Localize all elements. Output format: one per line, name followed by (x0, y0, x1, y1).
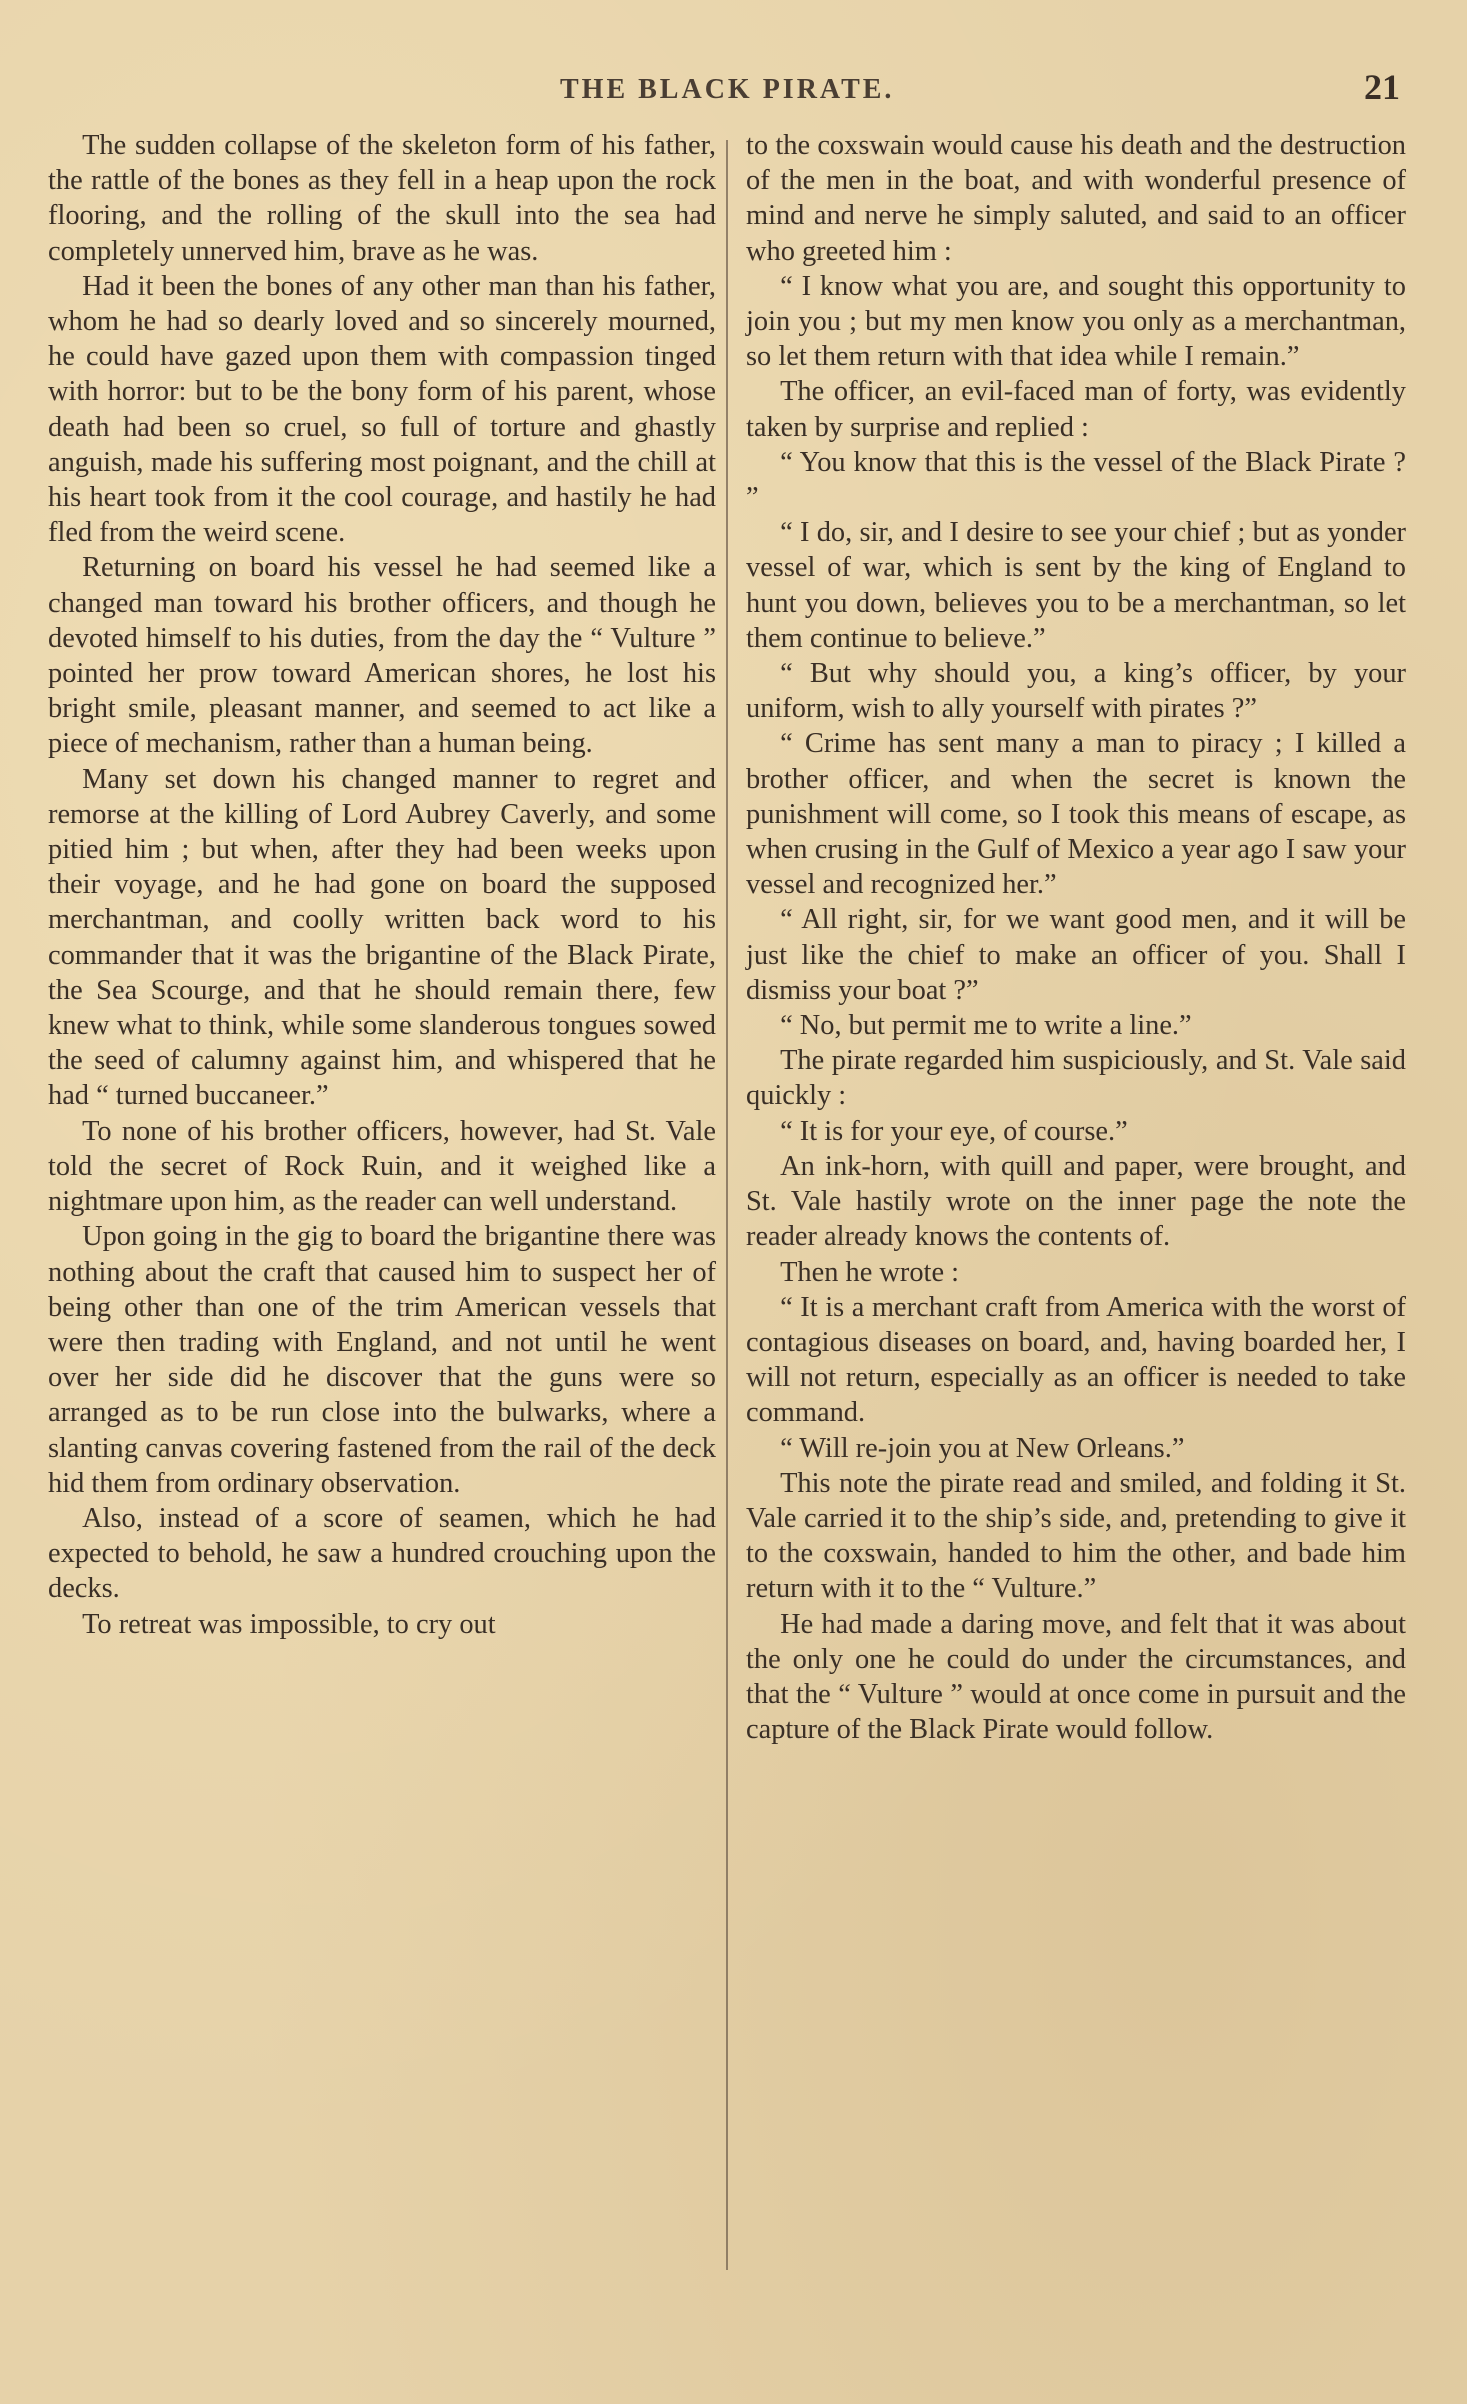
page-number: 21 (1364, 67, 1400, 107)
right-column (746, 128, 1406, 1747)
paragraph: “ But why should you, a king’s officer, by your uniform, wish to ally yourself with pirates ?” (746, 658, 1406, 725)
paragraph: The pirate regarded him suspiciously, and St. Vale said quickly : (746, 1045, 1406, 1112)
paragraph: “ Will re-join you at New Orleans.” (780, 1432, 1185, 1464)
paragraph: This note the pirate read and smiled, and folding it St. Vale carried it to the ship’s side, and, pretending to give it to the coxswain, handed to him the other, and bade him return with it to the “ Vulture.” (746, 1467, 1406, 1605)
paragraph: “ All right, sir, for we want good men, and it will be just like the chief to make an officer of you. Shall I dismiss your boat ?” (746, 904, 1406, 1006)
paragraph: An ink-horn, with quill and paper, were brought, and St. Vale hastily wrote on the inner page the note the reader already knows the contents of. (746, 1150, 1406, 1253)
paragraph: “ It is for your eye, of course.” (780, 1115, 1128, 1147)
paragraph: Returning on board his vessel he had seemed like a changed man toward his brother officers, and though he devoted himself to his duties, from the day the “ Vulture ” pointed her prow toward American shores, he lost his bright smile, pleasant manner, and seemed to act like a piece of mechanism, rather than a human being. (48, 552, 716, 760)
paragraph: Had it been the bones of any other man than his father, whom he had so dearly loved and so sincerely mourned, he could have gazed upon them with compassion tinged with horror: but to be the bony form of his parent, whose death had been so cruel, so full of torture and ghastly anguish, made his suffering most poignant, and the chill at his heart took from it the cool courage, and hastily he had fled from the weird scene. (48, 270, 716, 549)
paragraph: To retreat was impossible, to cry out (82, 1608, 496, 1640)
paragraph: “ It is a merchant craft from America with the worst of contagious diseases on board, and, having boarded her, I will not return, especially as an officer is needed to take command. (746, 1291, 1406, 1429)
paragraph: “ Crime has sent many a man to piracy ; I killed a brother officer, and when the secret is known the punishment will come, so I took this means of escape, as when crusing in the Gulf of Mexico a year ago I saw your vessel and recognized her.” (746, 728, 1406, 901)
paragraph: Also, instead of a score of seamen, which he had expected to behold, he saw a hundred crouching upon the decks. (48, 1502, 716, 1605)
column-divider (726, 140, 728, 2270)
paragraph: “ I know what you are, and sought this opportunity to join you ; but my men know you only as a merchantman, so let them return with that idea while I remain.” (746, 270, 1406, 373)
running-title: THE BLACK PIRATE. (560, 74, 895, 105)
paragraph: “ I do, sir, and I desire to see your chief ; but as yonder vessel of war, which is sent by the king of England to hunt you down, believes you to be a merchantman, so let them continue to believe.” (746, 517, 1406, 654)
paragraph: “ No, but permit me to write a line.” (780, 1010, 1192, 1042)
paragraph: Upon going in the gig to board the brigantine there was nothing about the craft that caused him to suspect her of being other than one of the trim American vessels that were then trading with England, and not until he went over her side did he discover that the guns were so arranged as to be run close into the bulwarks, where a slanting canvas covering fastened from the rail of the deck hid them from ordinary observation. (48, 1221, 716, 1499)
page-header (560, 66, 1400, 126)
paragraph: To none of his brother officers, however, had St. Vale told the secret of Rock Ruin, and it weighed like a nightmare upon him, as the reader can well understand. (48, 1115, 716, 1218)
paragraph: “ You know that this is the vessel of the Black Pirate ? ” (746, 446, 1406, 514)
paragraph: The officer, an evil-faced man of forty, was evidently taken by surprise and replied : (746, 376, 1406, 443)
left-column (48, 128, 716, 1642)
paragraph: He had made a daring move, and felt that it was about the only one he could do under the circumstances, and that the “ Vulture ” would at once come in pursuit and the capture of the Black Pirate would follow. (746, 1608, 1406, 1746)
paragraph: to the coxswain would cause his death and the destruction of the men in the boat, and with wonderful presence of mind and nerve he simply saluted, and said to an officer who greeted him : (746, 130, 1406, 267)
paragraph: Many set down his changed manner to regret and remorse at the killing of Lord Aubrey Caverly, and some pitied him ; but when, after they had been weeks upon their voyage, and he had gone on board the supposed merchantman, and coolly written back word to his commander that it was the brigantine of the Black Pirate, the Sea Scourge, and that he should remain there, few knew what to think, while some slanderous tongues sowed the seed of calumny against him, and whispered that he had “ turned buccaneer.” (48, 763, 716, 1112)
paragraph: The sudden collapse of the skeleton form of his father, the rattle of the bones as they fell in a heap upon the rock flooring, and the rolling of the skull into the sea had completely unnerved him, brave as he was. (48, 130, 716, 267)
paragraph: Then he wrote : (780, 1256, 960, 1288)
